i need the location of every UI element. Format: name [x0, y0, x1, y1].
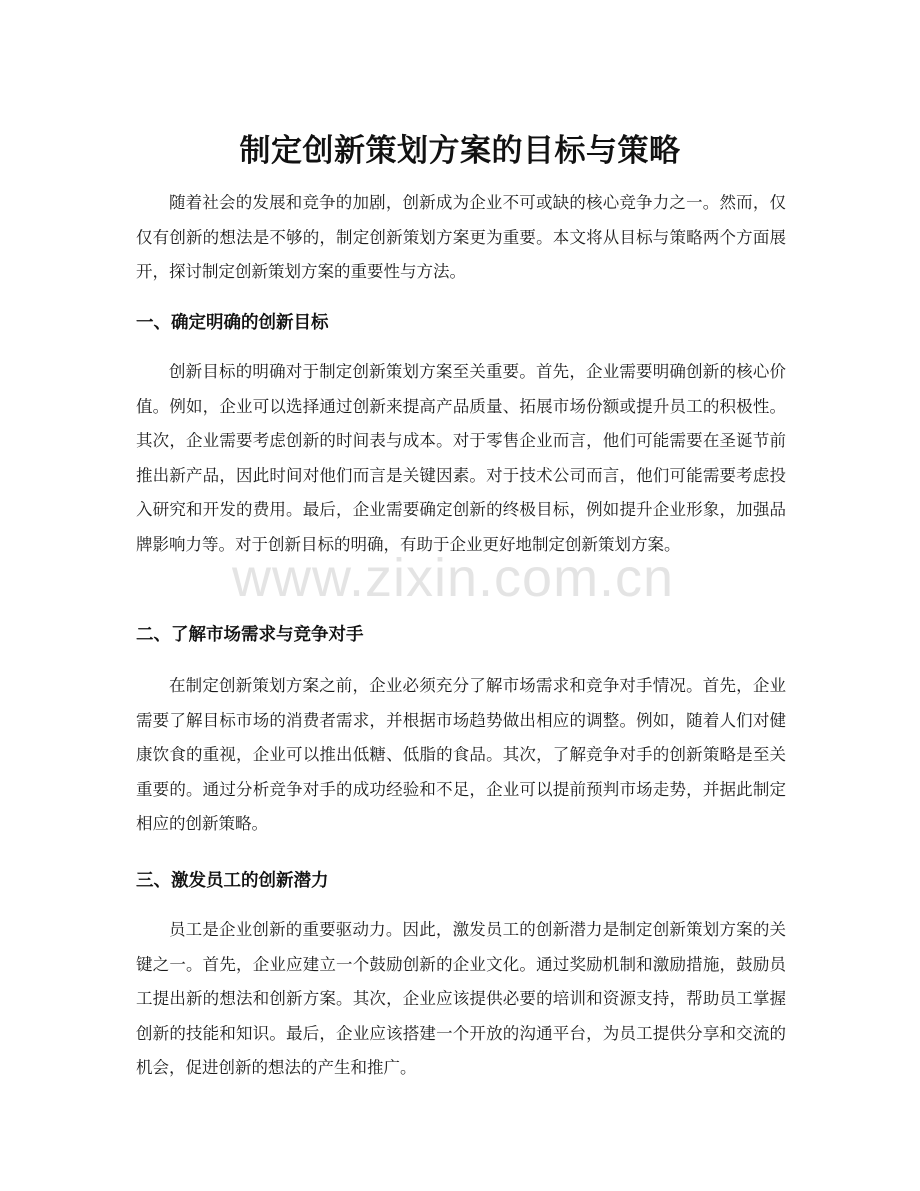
section-heading-3: 三、激发员工的创新潜力 — [136, 871, 329, 891]
section-body-2: 在制定创新策划方案之前，企业必须充分了解市场需求和竞争对手情况。首先，企业需要了解目标市场的消费者需求，并根据市场趋势做出相应的调整。例如，随着人们对健康饮食的重视，企业可以推出低糖、低脂的食品。其次，了解竞争对手的创新策略是至关重要的。通过分析竞争对手的成功经验和不足，企业可以提前预判市场走势，并据此制定相应的创新策略。 — [136, 676, 786, 833]
section-body-3: 员工是企业创新的重要驱动力。因此，激发员工的创新潜力是制定创新策划方案的关键之一。首先，企业应建立一个鼓励创新的企业文化。通过奖励机制和激励措施，鼓励员工提出新的想法和创新方案。其次，企业应该提供必要的培训和资源支持，帮助员工掌握创新的技能和知识。最后，企业应该搭建一个开放的沟通平台，为员工提供分享和交流的机会，促进创新的想法的产生和推广。 — [136, 920, 786, 1077]
document-title: 制定创新策划方案的目标与策略 — [239, 132, 681, 169]
section-heading-2: 二、了解市场需求与竞争对手 — [136, 625, 364, 645]
watermark-text: www.zixin.com.cn — [232, 548, 675, 608]
intro-paragraph: 随着社会的发展和竞争的加剧，创新成为企业不可或缺的核心竞争力之一。然而，仅仅有创新的想法是不够的，制定创新策划方案更为重要。本文将从目标与策略两个方面展开，探讨制定创新策划方案的重要性与方法。 — [136, 193, 786, 281]
section-body-1: 创新目标的明确对于制定创新策划方案至关重要。首先，企业需要明确创新的核心价值。例如，企业可以选择通过创新来提高产品质量、拓展市场份额或提升员工的积极性。其次，企业需要考虑创新的时间表与成本。对于零售企业而言，他们可能需要在圣诞节前推出新产品，因此时间对他们而言是关键因素。对于技术公司而言，他们可能需要考虑投入研究和开发的费用。最后，企业需要确定创新的终极目标，例如提升企业形象，加强品牌影响力等。对于创新目标的明确，有助于企业更好地制定创新策划方案。 — [136, 362, 786, 554]
section-heading-1: 一、确定明确的创新目标 — [136, 313, 329, 333]
